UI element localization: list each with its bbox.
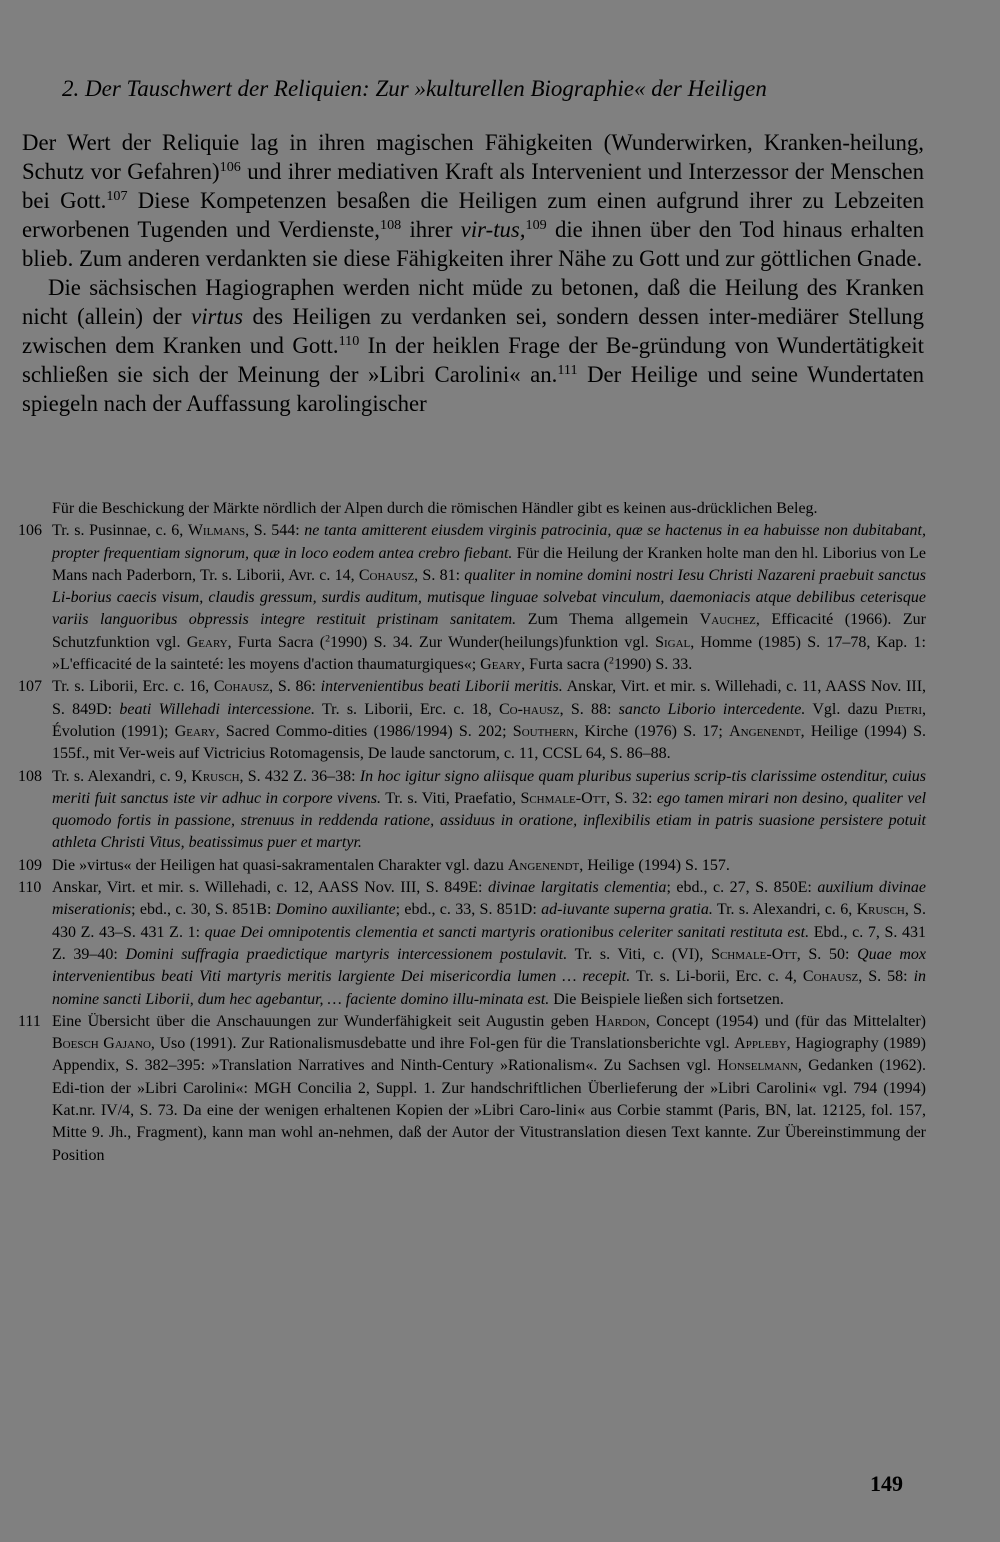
main-text — [22, 128, 924, 418]
text-run: die ihnen über den Tod hinaus erhalten blieb. Zum anderen verdankten sie diese Fähigkeiten ihrer Nähe zu Gott und zur göttlichen Gnade. — [22, 217, 925, 271]
author-name: Cohausz — [213, 678, 270, 696]
text-run: Tr. s. Viti, c. (VI), — [567, 945, 712, 963]
text-run: Die sächsischen Hagiographen werden nicht müde zu betonen, daß die Heilung des Kranken nicht (allein) der — [22, 275, 924, 329]
text-run: , Gedanken (1962). Edi-tion der »Libri Carolini«: MGH Concilia 2, Suppl. 1. Zur handschriftlichen Überlieferung der »Libri Carolini« vgl. 794 (1994) Kat.nr. IV/4, S. 73. Da eine der wenigen erhaltenen Kopien der »Libri Caro-lini« aus Corbie stammt (Paris, BN, lat. 12125, fol. 157, Mitte 9. Jh., Fragment), kann man wohl an-nehmen, daß der Autor der Vitustranslation diesen Text kannte. Zur Übereinstimmung der Position — [52, 1057, 927, 1164]
text-run: , S. 432 Z. 36–38: — [239, 767, 360, 785]
footnote — [18, 520, 926, 676]
italic-text: qualiter in nomine domini nostri Iesu Christi Nazareni praebuit sanctus Li-borius caecis visum, claudis gressum, surdis auditum, mutisque linguae solvebat vinculum, daemoniacis atque debilibus ceterisque variis languoribus obpressis integre restituit pristinam sanitatem. — [52, 566, 926, 629]
italic-text: auxilium divinae miserationis — [52, 879, 927, 919]
author-name: Schmale-Ott — [711, 945, 797, 963]
text-run: 1990) S. 34. Zur Wunder(heilungs)funktion vgl. — [330, 633, 656, 651]
author-name: Wilmans — [187, 522, 246, 540]
footnote-number: 106 — [18, 522, 42, 540]
text-run: , Heilige (1994) S. 155f., mit Ver-weis auf Victricius Rotomagensis, De laude sanctorum, c. 11, CCSL 64, S. 86–88. — [52, 722, 927, 763]
footnote — [18, 855, 926, 877]
italic-text: ego tamen mirari non desino, qualiter vel quomodo fortis in passione, strenuus in reddenda ratione, assiduus in oratione, inflexibilis etiam in patris suasione persistere potuit athleta Christi Vitus, beatissimus puer et martyr. — [52, 789, 927, 852]
author-name: Krusch — [856, 901, 905, 919]
text-run: ihrer — [401, 217, 461, 242]
note-reference: 111 — [557, 362, 578, 379]
body-paragraph — [22, 128, 924, 273]
text-run: , Homme (1985) S. 17–78, Kap. 1: »L'efficacité de la sainteté: les moyens d'action thaumaturgiques«; — [52, 633, 927, 674]
text-run: Anskar, Virt. et mir. s. Willehadi, c. 12, AASS Nov. III, S. 849E: — [52, 879, 488, 897]
text-run: Tr. s. Liborii, Erc. c. 16, — [52, 678, 214, 696]
text-run: des Heiligen zu verdanken sei, sondern dessen inter-mediärer Stellung zwischen dem Kranken und Gott. — [22, 304, 924, 358]
italic-text: beati Willehadi intercessione. — [119, 700, 315, 718]
note-reference: 108 — [380, 217, 402, 234]
italic-text: virtus — [191, 304, 244, 329]
author-name: Cohausz — [802, 968, 859, 986]
text-run: Die »virtus« der Heiligen hat quasi-sakramentalen Charakter vgl. dazu — [52, 856, 508, 874]
text-run: , S. 544: — [245, 522, 305, 540]
author-name: Cohausz — [358, 566, 415, 584]
author-name: Geary — [174, 722, 216, 740]
footnote-text — [52, 877, 926, 1011]
text-run: , S. 88: — [559, 700, 619, 718]
text-run: Tr. s. Alexandri, c. 6, — [712, 901, 857, 919]
footnote-number: 108 — [18, 767, 42, 785]
note-reference: 109 — [525, 217, 547, 234]
author-name: Pietri — [885, 700, 923, 718]
author-name: Krusch — [191, 767, 240, 785]
author-name: Honselmann — [717, 1057, 798, 1075]
author-name: Sigal — [655, 633, 691, 651]
text-run: , Concept (1954) und (für das Mittelalter) — [645, 1012, 927, 1030]
italic-text: ne tanta amitterent eiusdem virginis patrocinia, quæ se hactenus in ea habuisse non dubitabant, propter frequentiam signorum, quæ in loco eodem antea crebro fiebant. — [52, 522, 926, 562]
text-run: Tr. s. Alexandri, c. 9, — [52, 767, 192, 785]
author-name: Appleby — [734, 1035, 787, 1053]
text-run: Anskar, Virt. et mir. s. Willehadi, c. 11, AASS Nov. III, S. 849D: — [52, 678, 927, 718]
text-run: Tr. s. Liborii, Erc. c. 18, — [315, 700, 499, 718]
text-run: Diese Kompetenzen besaßen die Heiligen zum einen aufgrund ihrer zu Lebzeiten erworbenen Tugenden und Verdienste, — [22, 188, 924, 242]
text-run: , S. 50: — [796, 945, 858, 963]
text-run: Für die Heilung der Kranken holte man den hl. Liborius von Le Mans nach Paderborn, Tr. s. Liborii, Avr. c. 14, — [52, 544, 927, 584]
section-heading: 2. Der Tauschwert der Reliquien: Zur »kulturellen Biographie« der Heiligen — [62, 76, 767, 101]
page-number: 149 — [870, 1471, 903, 1496]
italic-text: Quae mox intervenientibus beati Viti martyris meritis largiente Dei misericordia lumen … recepit. — [52, 945, 927, 986]
footnote — [18, 676, 926, 765]
text-run: Tr. s. Li-borii, Erc. c. 4, — [630, 968, 803, 986]
text-run: , Kirche (1976) S. 17; — [574, 722, 730, 740]
note-reference: 106 — [219, 159, 241, 176]
author-name: Boesch Gajano — [52, 1035, 151, 1053]
text-run: Ebd., c. 7, S. 431 Z. 39–40: — [52, 923, 927, 963]
text-run: Der Heilige und seine Wundertaten spiegeln nach der Auffassung karolingischer — [22, 362, 924, 416]
text-run: und ihrer mediativen Kraft als Intervenient und Interzessor der Menschen bei Gott. — [22, 159, 924, 213]
author-name: Southern — [512, 722, 575, 740]
italic-text: quae Dei omnipotentis clementia et sancti martyris orationibus celeriter sanitati restituta est. — [204, 923, 810, 941]
footnotes — [18, 498, 926, 1167]
text-run: , Sacred Commo-dities (1986/1994) S. 202; — [215, 722, 513, 740]
text-run: Der Wert der Reliquie lag in ihren magischen Fähigkeiten (Wunderwirken, Kranken-heilung, Schutz vor Gefahren) — [22, 130, 924, 184]
footnote-text — [52, 676, 926, 765]
text-run: In der heiklen Frage der Be-gründung von Wundertätigkeit schließen sie sich der Meinung der »Libri Carolini« an. — [22, 333, 924, 387]
italic-text: Domino auxiliante — [275, 901, 396, 919]
text-run: , Évolution (1991); — [52, 700, 927, 740]
text-run: Tr. s. Pusinnae, c. 6, — [52, 522, 188, 540]
text-run: , S. 81: — [414, 566, 465, 584]
footnote-number: 110 — [18, 879, 42, 897]
text-run: ; ebd., c. 33, S. 851D: — [395, 901, 542, 919]
text-run: Tr. s. Viti, Praefatio, — [381, 789, 521, 807]
author-name: Geary — [480, 656, 522, 674]
note-reference: 2 — [609, 655, 614, 667]
text-run: , S. 430 Z. 43–S. 431 Z. 1: — [52, 901, 927, 941]
footnote-text — [52, 766, 926, 855]
italic-text: divinae largitatis clementia — [488, 879, 667, 897]
text-run: Die Beispiele ließen sich fortsetzen. — [549, 990, 784, 1008]
text-run: Eine Übersicht über die Anschauungen zur Wunderfähigkeit seit Augustin geben — [52, 1012, 596, 1030]
text-run: ; ebd., c. 27, S. 850E: — [666, 879, 818, 897]
author-name: Angenendt — [729, 722, 801, 740]
italic-text: intervenientibus beati Liborii meritis. — [320, 678, 563, 696]
italic-text: ad-iuvante superna gratia. — [541, 901, 713, 919]
text-run: , Efficacité (1966). Zur Schutzfunktion vgl. — [52, 611, 927, 651]
text-run: , Hagiography (1989) Appendix, S. 382–395: »Translation Narratives and Ninth-Century »Rationalism«. Zu Sachsen vgl. — [52, 1035, 926, 1075]
footnote-text — [52, 855, 926, 877]
italic-text: in nomine sancti Liborii, dum hec agebantur, … faciente domino illu-minata est. — [52, 968, 927, 1008]
text-run: , Uso (1991). Zur Rationalismusdebatte und ihre Fol-gen für die Translationsberichte vgl. — [150, 1035, 735, 1053]
text-run: , Furta sacra ( — [521, 656, 610, 674]
footnote-number: 111 — [18, 1012, 41, 1030]
footnote — [18, 766, 926, 855]
text-run: Für die Beschickung der Märkte nördlich der Alpen durch die römischen Händler gibt es keinen aus-drücklichen Beleg. — [52, 500, 818, 517]
footnote — [18, 877, 926, 1011]
italic-text: sancto Liborio intercedente. — [618, 700, 806, 718]
text-run: Zum Thema allgemein — [516, 611, 700, 629]
body-paragraph — [22, 273, 924, 418]
text-run: , Furta Sacra ( — [227, 633, 326, 651]
author-name: Angenendt — [507, 856, 580, 874]
text-run: , S. 86: — [269, 678, 321, 696]
author-name: Geary — [186, 633, 228, 651]
note-reference: 107 — [106, 188, 128, 205]
italic-text: vir-tus, — [460, 217, 526, 242]
note-reference: 110 — [338, 333, 360, 350]
footnote-number: 107 — [18, 678, 42, 696]
author-name: Co-hausz — [498, 700, 560, 718]
text-run: , Heilige (1994) S. 157. — [579, 856, 730, 874]
footnote — [18, 1011, 926, 1167]
author-name: Vauchez — [699, 611, 756, 629]
italic-text: In hoc igitur signo aliisque quam pluribus superius scrip-tis clarissime ostenditur, cuius meriti fuit sanctus iste vir adhuc in corpore vivens. — [52, 767, 927, 807]
text-run: Vgl. dazu — [805, 700, 886, 718]
italic-text: Domini suffragia praedictique martyris intercessionem postulavit. — [125, 945, 568, 963]
footnote-number: 109 — [18, 856, 42, 874]
text-run: , S. 32: — [606, 789, 657, 807]
author-name: Hardon — [595, 1012, 646, 1030]
footnote-continuation — [52, 498, 926, 520]
footnote-text — [52, 1011, 926, 1167]
text-run: 1990) S. 33. — [613, 656, 693, 674]
text-run: ; ebd., c. 30, S. 851B: — [131, 901, 276, 919]
text-run: , S. 58: — [858, 968, 914, 986]
footnote-text — [52, 520, 926, 676]
author-name: Schmale-Ott — [520, 789, 607, 807]
note-reference: 2 — [325, 633, 331, 645]
